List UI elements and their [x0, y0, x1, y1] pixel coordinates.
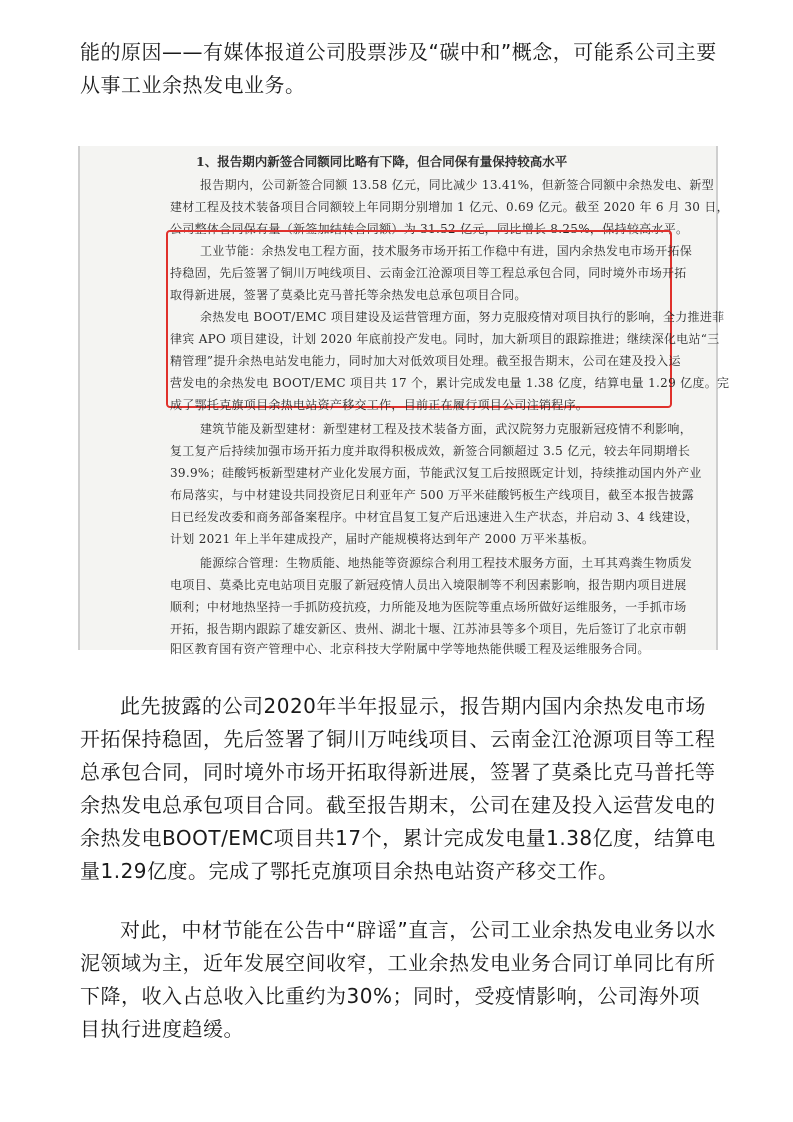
- scan-right-border: [716, 146, 718, 650]
- scan-line: 营发电的余热发电 BOOT/EMC 项目共 17 个，累计完成发电量 1.38 亿度，结算电量 1.29 亿度。完: [170, 376, 730, 390]
- scan-line: 39.9%；硅酸钙板新型建材产业化发展方面，节能武汉复工后按照既定计划，持续推动国内外产业: [170, 466, 702, 480]
- scan-line: 成了鄂托克旗项目余热电站资产移交工作，目前正在履行项目公司注销程序。: [170, 398, 589, 412]
- intro-paragraph: [80, 36, 720, 102]
- body-line: 量1.29亿度。完成了鄂托克旗项目余热电站资产移交工作。: [80, 859, 619, 883]
- scan-line: 持稳固，先后签署了铜川万吨线项目、云南金江沧源项目等工程总承包合同，同时境外市场开拓: [170, 266, 687, 280]
- scan-line: 建筑节能及新型建材：新型建材工程及技术装备方面，武汉院努力克服新冠疫情不利影响，: [200, 422, 693, 436]
- body-line: 总承包合同，同时境外市场开拓取得新进展，签署了莫桑比克马普托等: [80, 760, 716, 784]
- scan-line: 报告期内，公司新签合同额 13.58 亿元，同比减少 13.41%，但新签合同额中余热发电、新型: [200, 178, 714, 192]
- scan-line: 公司整体合同保有量（新签加结转合同额）为 31.52 亿元，同比增长 8.25%，保持较高水平。: [170, 222, 689, 236]
- body-paragraph-1: [80, 690, 720, 888]
- scan-line: 能源综合管理：生物质能、地热能等资源综合利用工程技术服务方面，土耳其鸡粪生物质发: [200, 556, 693, 570]
- body-line: 泥领域为主，近年发展空间收窄，工业余热发电业务合同订单同比有所: [80, 951, 716, 975]
- scan-line: 开拓，报告期内跟踪了雄安新区、贵州、湖北十堰、江苏沛县等多个项目，先后签订了北京市朝: [170, 622, 687, 636]
- scan-line: 工业节能：余热发电工程方面，技术服务市场开拓工作稳中有进，国内余热发电市场开拓保: [200, 244, 693, 258]
- intro-line: 从事工业余热发电业务。: [80, 73, 306, 97]
- scan-line: 复工复产后持续加强市场开拓力度并取得积极成效，新签合同额超过 3.5 亿元，较去年同期增长: [170, 444, 691, 458]
- body-line: 下降，收入占总收入比重约为30%；同时，受疫情影响，公司海外项: [80, 984, 700, 1008]
- scan-line: 律宾 APO 项目建设，计划 2020 年底前投产发电。同时，加大新项目的跟踪推进；继续深化电站“三: [170, 332, 720, 346]
- report-excerpt-image: [78, 146, 730, 656]
- scan-line: 阳区教育国有资产管理中心、北京科技大学附属中学等地热能供暖工程及运维服务合同。: [170, 642, 650, 656]
- scan-left-border: [78, 146, 80, 650]
- body-paragraph-2: [80, 914, 720, 1046]
- body-line: 余热发电总承包项目合同。截至报告期末，公司在建及投入运营发电的: [80, 793, 716, 817]
- intro-line: 能的原因——有媒体报道公司股票涉及“碳中和”概念，可能系公司主要: [80, 40, 717, 64]
- report-excerpt-heading: 1、报告期内新签合同额同比略有下降，但合同保有量保持较高水平: [196, 154, 568, 169]
- scan-line: 顺利；中材地热坚持一手抓防疫抗疫，力所能及地为医院等重点场所做好运维服务，一手抓市场: [170, 600, 687, 614]
- scan-line: 日已经发改委和商务部备案程序。中材宜昌复工复产后迅速进入生产状态，并启动 3、4 线建设，: [170, 510, 699, 524]
- body-line: 余热发电BOOT/EMC项目共17个，累计完成发电量1.38亿度，结算电: [80, 826, 716, 850]
- body-line: 目执行进度趋缓。: [80, 1017, 244, 1041]
- scan-line: 建材工程及技术装备项目合同额较上年同期分别增加 1 亿元、0.69 亿元。截至 2020 年 6 月 30 日，: [170, 200, 729, 214]
- scan-line: 精管理”提升余热电站发电能力，同时加大对低效项目处理。截至报告期末，公司在建及投入运: [170, 354, 681, 368]
- scan-line: 计划 2021 年上半年建成投产，届时产能规模将达到年产 2000 万平米基板。: [170, 532, 595, 546]
- body-line: 此先披露的公司2020年半年报显示，报告期内国内余热发电市场: [120, 694, 706, 718]
- body-line: 对此，中材节能在公告中“辟谣”直言，公司工业余热发电业务以水: [120, 918, 716, 942]
- body-line: 开拓保持稳固，先后签署了铜川万吨线项目、云南金江沧源项目等工程: [80, 727, 716, 751]
- scan-line: 取得新进展，签署了莫桑比克马普托等余热发电总承包项目合同。: [170, 288, 527, 302]
- scan-line: 电项目、莫桑比克电站项目克服了新冠疫情人员出入境限制等不利因素影响，报告期内项目进展: [170, 578, 687, 592]
- scan-line: 余热发电 BOOT/EMC 项目建设及运营管理方面，努力克服疫情对项目执行的影响，全力推进菲: [200, 310, 725, 324]
- scan-line: 布局落实，与中材建设共同投资尼日利亚年产 500 万平米硅酸钙板生产线项目，截至本报告披露: [170, 488, 695, 502]
